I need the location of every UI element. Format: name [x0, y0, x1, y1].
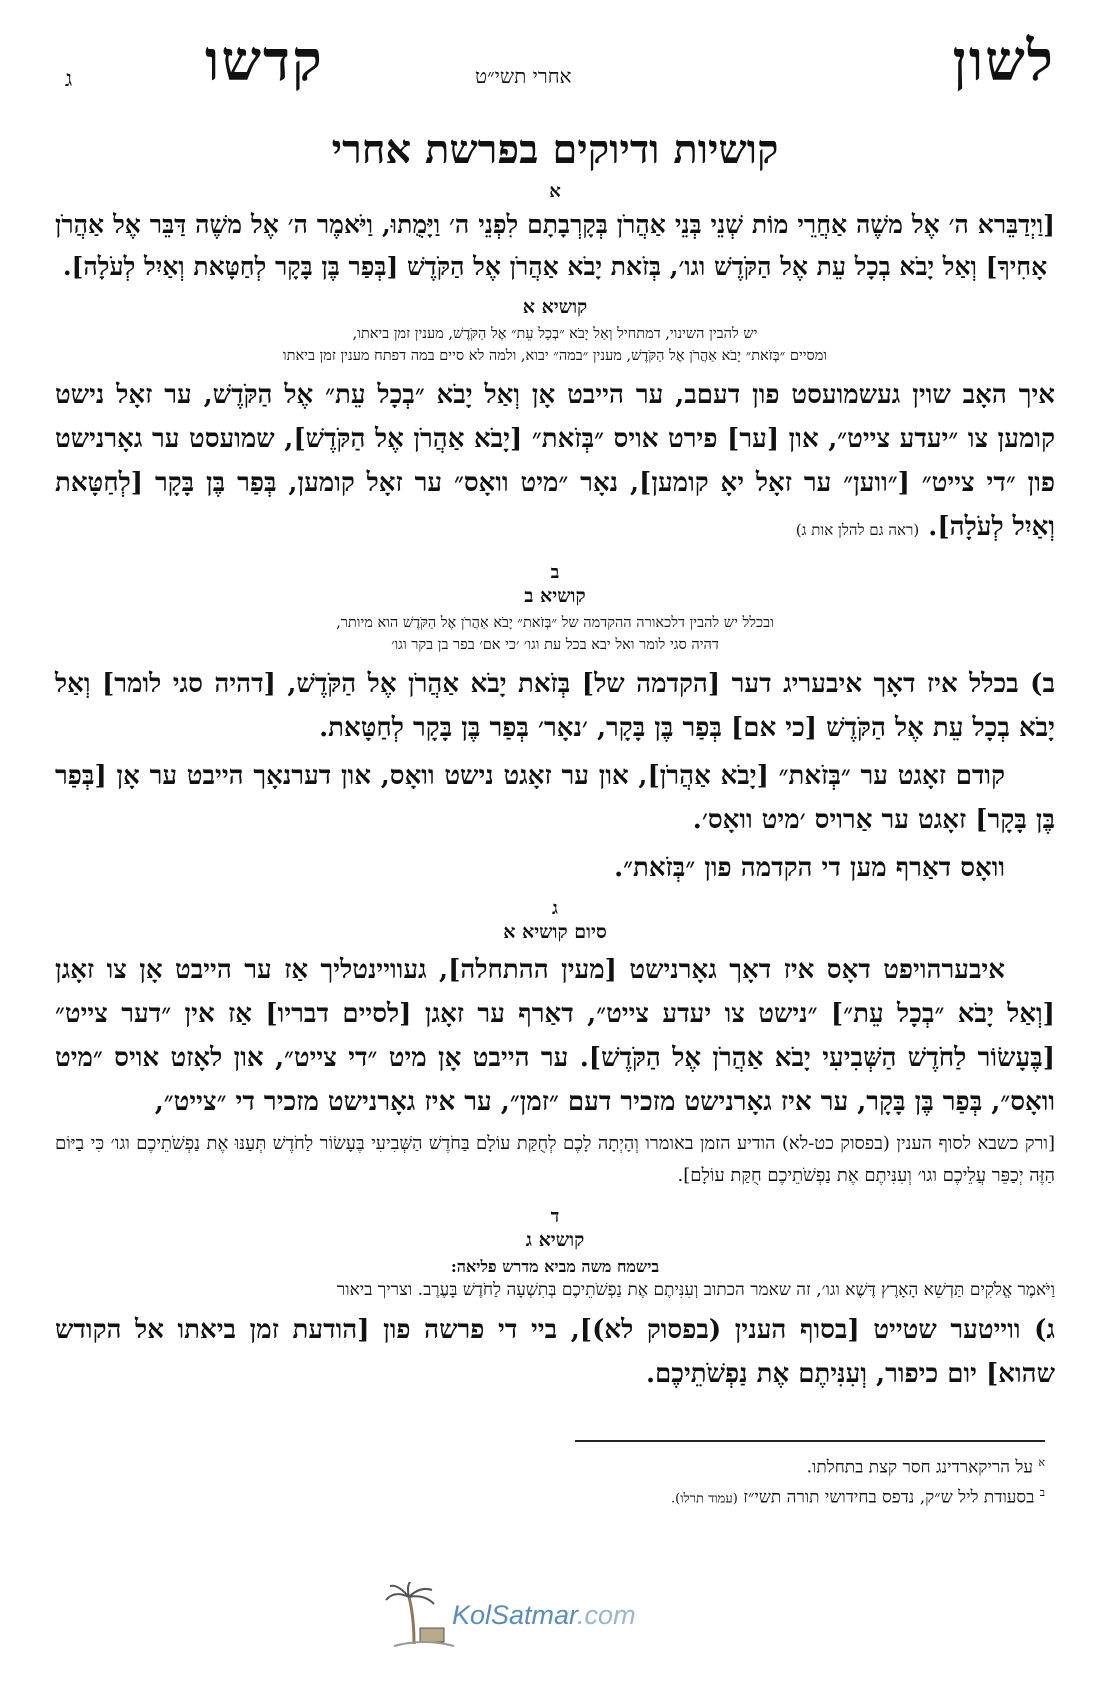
- logo-name: KolSatmar: [452, 1600, 578, 1630]
- kushya-b-title: קושיא ב: [524, 585, 586, 607]
- footnote-2-mark: ב: [1039, 1486, 1045, 1499]
- document-page: [55, 28, 1055, 1400]
- footnote-2: [145, 1486, 1045, 1508]
- midrash-quote: וַיֹּאמֶר אֱלֹקִים תַּדְשֵׁא הָאָרֶץ דֶּשֶׁא וגו׳, זה שאמר הכתוב וְעִנִּיתֶם אֶת נַפְשֹׁתֵיכֶם בְּתִשְׁעָה לַחֹדֶשׁ בָּעֶרֶב. וצריך ביאור: [336, 1280, 1055, 1300]
- header-parsha-year: אחרי תשי״ט: [475, 64, 572, 88]
- header-title-left: קדשו: [205, 28, 324, 94]
- section-letter-g: ג: [552, 898, 558, 919]
- page-number: ג: [65, 67, 73, 92]
- running-header: [55, 28, 1055, 114]
- kushya-b-intro-2: דהיה סגי לומר ואל יבא בכל עת וגו׳ ׳כי אם׳ בפר בן בקר וגו׳: [391, 637, 719, 653]
- logo-tld: .com: [577, 1600, 636, 1630]
- kushya-g-body: ג) ווייטער שטייט [בסוף הענין (בפסוק לא)], ביי די פרשה פון [הודעת זמן ביאתו אל הקודש שהוא] יום כיפור, וְעִנִּיתֶם אֶת נַפְשֹׁתֵיכֶם.: [55, 1315, 1055, 1389]
- main-title: קושיות ודיוקים בפרשת אחרי: [331, 126, 779, 173]
- kushya-b-body-1: ב) בכלל איז דאָך איבעריג דער [הקדמה של] בְּזֹאת יָבֹא אַהֲרֹן אֶל הַקֹּדֶשׁ, [דהיה סגי לומר] וְאַל יָבֹא בְכָל עֵת אֶל הַקֹּדֶשׁ [כי אם] בְּפַר בֶּן בָּקָר, ׳נאָר׳ בְּפַר בֶּן בָּקָר לְחַטָּאת.: [55, 669, 1055, 743]
- pasuk-text: [וַיְדַבֵּרא ה׳ אֶל משֶׁה אַחֲרֵי מוֹת שְׁנֵי בְּנֵי אַהֲרֹן בְּקָרְבָתָם לִפְנֵי ה׳ וַיָּמֻתוּ, וַיֹּאמֶר ה׳ אֶל משֶׁה דַּבֵּר אֶל אַהֲרֹן אָחִיךָ] וְאַל יָבֹא בְכָל עֵת אֶל הַקֹּדֶשׁ וגו׳, בְּזֹאת יָבֹא אַהֲרֹן אֶל הַקֹּדֶשׁ [בְּפַר בֶּן בָּקָר לְחַטָּאת וְאַיִל לְעֹלָה].: [55, 210, 1055, 281]
- footnote-1-text: על הריקארדינג חסר קצת בתחלתו.: [806, 1457, 1033, 1478]
- kushya-g-title: קושיא ג: [525, 1229, 585, 1251]
- section-letter-d: ד: [550, 1206, 560, 1227]
- kolsatmar-logo-text: [452, 1600, 636, 1631]
- footnote-2-ref: (עמוד תרלו).: [671, 1491, 738, 1507]
- kushya-b-intro-1: ובכלל יש להבין דלכאורה ההקדמה של ״בְּזֹאת״ יָבֹא אַהֲרֹן אֶל הַקֹּדֶשׁ הוא מיותר,: [336, 615, 774, 631]
- kushya-a-conclusion-body: איבערהויפט דאָס איז דאָך גאָרנישט [מעין ההתחלה], געוויינטליך אַז ער הייבט אָן צו זאָגן [וְאַל יָבֹא ״בְכָל עֵת״] ״נישט צו יעדע צייט״, דאַרף ער זאָגן [לסיים דבריו] אַז אין ״דער צייט״ [בֶּעָשׂוֹר לַחֹדֶשׁ הַשְּׁבִיעִי יָבֹא אַהֲרֹן אֶל הַקֹּדֶשׁ]. ער הייבט אָן מיט ״די צייט״, און לאָזט אויס ״מיט וואָס״, בְּפַר בֶּן בָּקָר, ער איז גאָרנישט מזכיר דעם ״זמן״, ער איז גאָרנישט מזכיר די ״צייט״,: [55, 955, 1055, 1117]
- footnote-1-mark: א: [1038, 1456, 1045, 1469]
- footnote-divider: [575, 1440, 1045, 1442]
- kushya-g-subtitle: בישמח משה מביא מדרש פליאה:: [450, 1257, 660, 1276]
- kushya-a-body-text: איך האָב שוין געשמועסט פון דעםב, ער הייבט אָן וְאַל יָבֹא ״בְכָל עֵת״ אֶל הַקֹּדֶשׁ, ער זאָל נישט קומען צו ״יעדע צייט״, און [ער] פירט אויס ״בְּזֹאת״ [יָבֹא אַהֲרֹן אֶל הַקֹּדֶשׁ], שמועסט ער גאָרנישט פון ״די צייט״ [״ווען״ ער זאָל יאָ קומען], נאָר ״מיט וואָס״ ער זאָל קומען, בְּפַר בֶּן בָּקָר [לְחַטָּאת וְאַיִל לְעֹלָה].: [55, 380, 1055, 542]
- kushya-b-body-2: קודם זאָגט ער ״בְּזֹאת״ [יָבֹא אַהֲרֹן], און ער זאָגט נישט וואָס, און דערנאָך הייבט ער אָן [בְּפַר בֶּן בָּקָר] זאָגט ער אַרויס ׳מיט וואָס׳.: [55, 761, 1055, 835]
- kushya-a-intro-1: יש להבין השינוי, דמתחיל וְאַל יָבֹא ״בְכָל עֵת״ אֶל הַקֹּדֶשׁ, מענין זמן ביאתו,: [352, 326, 758, 342]
- section-letter-a: א: [549, 181, 561, 202]
- kushya-a-intro-2: ומסיים ״בְּזֹאת״ יָבֹא אַהֲרֹן אֶל הַקֹּדֶשׁ, מענין ״במה״ יבוא, ולמה לא סיים במה דפתח מענין זמן ביאתו: [282, 348, 828, 364]
- footnote-2-text: בסעודת ליל ש״ק, נדפס בחידושי תורה תשי״ז: [743, 1487, 1035, 1508]
- kushya-a-conclusion-note: [ורק כשבא לסוף הענין (בפסוק כט-לא) הודיע הזמן באומרו וְהָיְתָה לָכֶם לְחֻקַּת עוֹלָם בַּחֹדֶשׁ הַשְּׁבִיעִי בֶּעָשׂוֹר לַחֹדֶשׁ תְּעַנּוּ אֶת נַפְשֹׁתֵיכֶם וגו׳ כִּי בַיּוֹם הַזֶּה יְכַפֵּר עֲלֵיכֶם וגו׳ וְעִנִּיתֶם אֶת נַפְשֹׁתֵיכֶם חֻקַּת עוֹלָם].: [55, 1133, 1055, 1186]
- kushya-a-body: [55, 373, 1055, 552]
- section-letter-b: ב: [550, 562, 560, 583]
- kushya-b-body-3: וואָס דאַרף מען די הקדמה פון ״בְּזֹאת״.: [614, 853, 1005, 883]
- header-title-right: לשון: [952, 28, 1055, 94]
- kushya-a-body-ref: (ראה גם להלן אות ג): [795, 521, 920, 539]
- kushya-a-title: קושיא א: [522, 296, 588, 318]
- footnote-1: [145, 1456, 1045, 1478]
- kushya-a-conclusion-title: סיום קושיא א: [503, 921, 607, 943]
